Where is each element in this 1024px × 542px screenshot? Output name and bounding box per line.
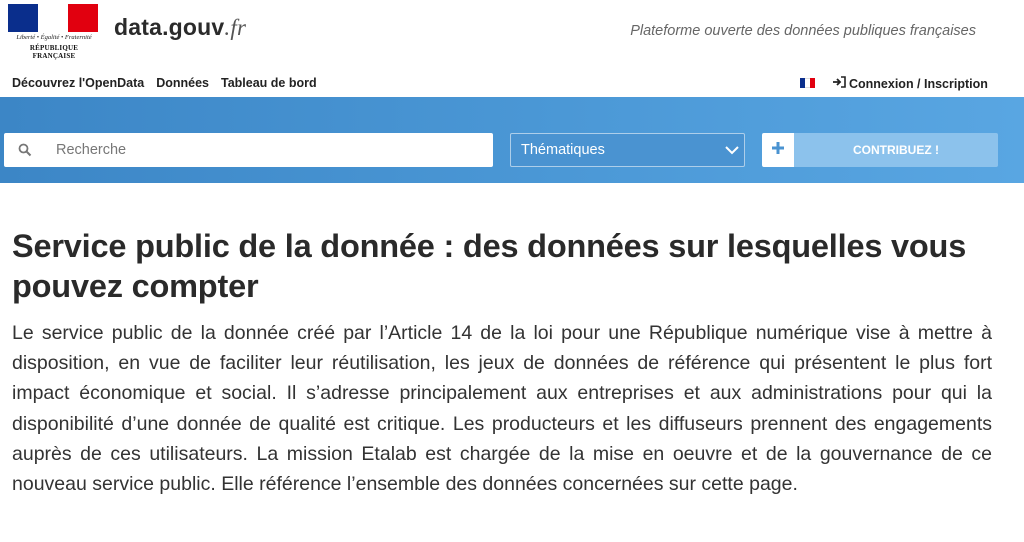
sign-in-icon <box>832 76 846 91</box>
search-box <box>4 133 493 167</box>
search-input[interactable] <box>46 141 478 159</box>
main-nav <box>0 72 1024 96</box>
themes-select[interactable] <box>510 133 745 167</box>
nav-item-discover-opendata[interactable]: Découvrez l'OpenData <box>12 76 145 90</box>
intro-paragraph: Le service public de la donnée créé par l’Article 14 de la loi pour une République numérique vise à mettre à disposition, en vue de faciliter leur réutilisation, les jeux de données de référence qui présentent le plus fort impact économique et social. Il s’adresse principalement aux entreprises et aux administrations pour qui la disponibilité d’une donnée de qualité est critique. Les producteurs et les diffuseurs prennent des engagements auprès de ces utilisateurs. La mission Etalab est chargée de la mise en oeuvre et de la gouvernance de ce nouveau service public. Elle référence l’ensemble des données concernées sur cette page. <box>12 322 992 496</box>
logo-motto: Liberté • Égalité • Fraternité <box>16 34 92 41</box>
site-header <box>0 0 1024 60</box>
site-tagline: Plateforme ouverte des données publiques françaises <box>630 23 976 39</box>
plus-icon <box>772 141 784 159</box>
contribute-plus-button[interactable] <box>762 133 794 167</box>
contribute-button[interactable]: CONTRIBUEZ ! <box>794 133 998 167</box>
marianne-flag-icon <box>8 4 98 32</box>
republique-francaise-logo[interactable] <box>8 4 100 60</box>
brand-tld: .fr <box>224 15 247 40</box>
nav-item-donnees[interactable]: Données <box>156 76 209 90</box>
chevron-down-icon <box>720 146 744 155</box>
language-flag-icon[interactable] <box>800 78 815 88</box>
search-band <box>0 97 1024 183</box>
login-link[interactable] <box>832 76 988 91</box>
themes-select-label: Thématiques <box>521 142 605 158</box>
search-icon[interactable] <box>4 143 46 157</box>
nav-item-tableau-de-bord[interactable]: Tableau de bord <box>220 76 317 90</box>
logo-republic-text: RÉPUBLIQUE FRANÇAISE <box>29 44 79 60</box>
brand-name: data.gouv <box>114 14 225 40</box>
login-label: Connexion / Inscription <box>849 76 988 91</box>
page-title: Service public de la donnée : des données sur lesquelles vous pouvez compter <box>12 228 967 304</box>
site-brand[interactable] <box>114 14 246 41</box>
